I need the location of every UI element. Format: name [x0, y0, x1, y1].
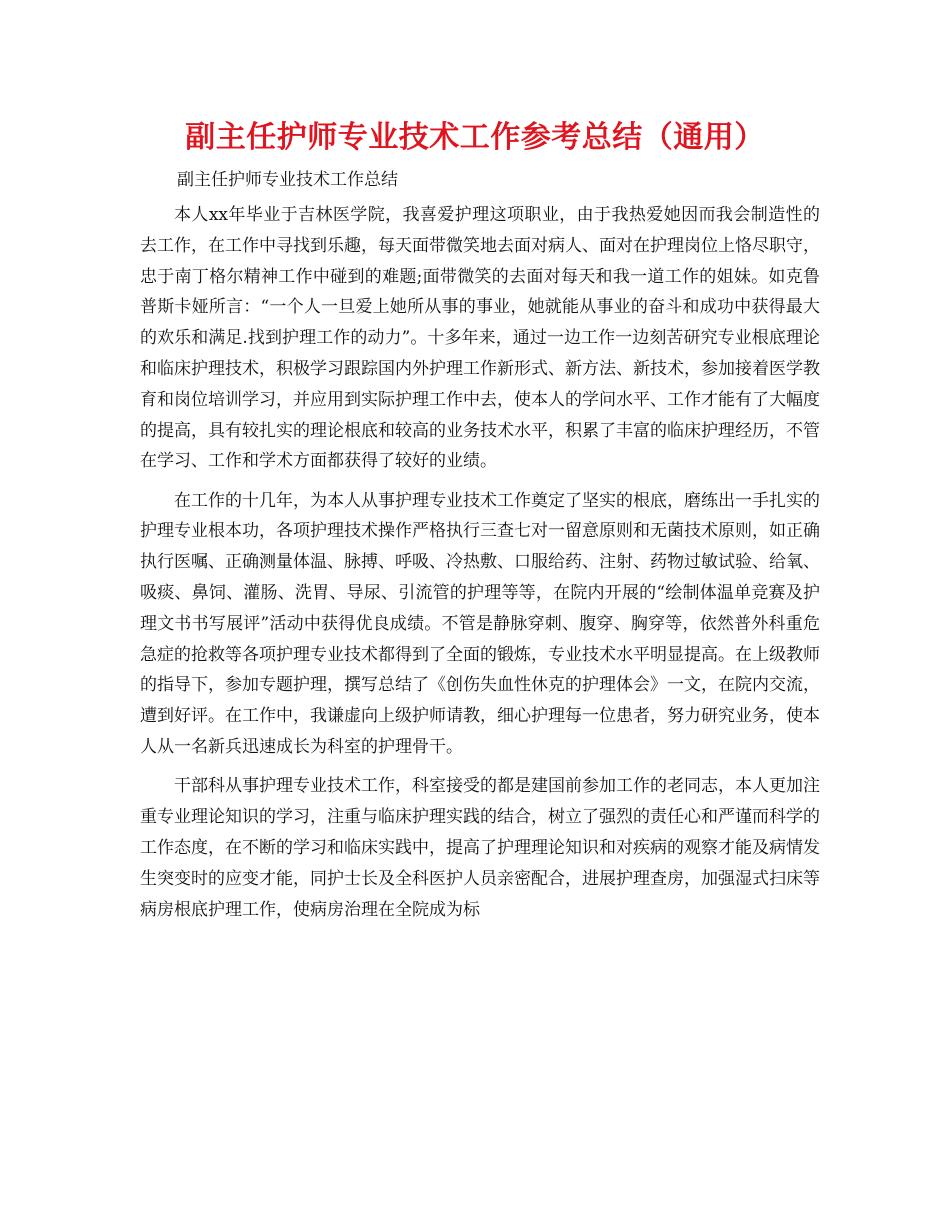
document-body [140, 200, 820, 934]
document-title: 副主任护师专业技术工作参考总结（通用） [185, 120, 765, 155]
body-paragraph-1: 本人xx年毕业于吉林医学院，我喜爱护理这项职业，由于我热爱她因而我会制造性的去工作，在工作中寻找到乐趣，每天面带微笑地去面对病人、面对在护理岗位上恪尽职守，忠于南丁格尔精神工作中碰到的难题;面带微笑的去面对每天和我一道工作的姐妹。如克鲁普斯卡娅所言：“一个人一旦爱上她所从事的事业，她就能从事业的奋斗和成功中获得最大的欢乐和满足.找到护理工作的动力”。十多年来，通过一边工作一边刻苦研究专业根底理论和临床护理技术，积极学习跟踪国内外护理工作新形式、新方法、新技术，参加接着医学教育和岗位培训学习，并应用到实际护理工作中去，使本人的学问水平、工作才能有了大幅度的提高，具有较扎实的理论根底和较高的业务技术水平，积累了丰富的临床护理经历，不管在学习、工作和学术方面都获得了较好的业绩。 [140, 205, 820, 472]
body-paragraph-2: 在工作的十几年，为本人从事护理专业技术工作奠定了坚实的根底，磨练出一手扎实的护理专业根本功，各项护理技术操作严格执行三查七对一留意原则和无菌技术原则，如正确执行医嘱、正确测量体温、脉搏、呼吸、冷热敷、口服给药、注射、药物过敏试验、给氧、吸痰、鼻饲、灌肠、洗胃、导尿、引流管的护理等等，在院内开展的“绘制体温单竞赛及护理文书书写展评”活动中获得优良成绩。不管是静脉穿刺、腹穿、胸穿等，依然普外科重危急症的抢救等各项护理专业技术都得到了全面的锻炼，专业技术水平明显提高。在上级教师的指导下，参加专题护理，撰写总结了《创伤失血性休克的护理体会》一文，在院内交流，遭到好评。在工作中，我谦虚向上级护师请教，细心护理每一位患者，努力研究业务，使本人从一名新兵迅速成长为科室的护理骨干。 [140, 490, 820, 758]
body-paragraph-3: 干部科从事护理专业技术工作，科室接受的都是建国前参加工作的老同志，本人更加注重专业理论知识的学习，注重与临床护理实践的结合，树立了强烈的责任心和严谨而科学的工作态度，在不断的学习和临床实践中，提高了护理理论知识和对疾病的观察才能及病情发生突变时的应变才能，同护士长及全科医护人员亲密配合，进展护理查房，加强湿式扫床等病房根底护理工作，使病房治理在全院成为标 [140, 776, 820, 920]
document-subtitle: 副主任护师专业技术工作总结 [177, 170, 398, 190]
